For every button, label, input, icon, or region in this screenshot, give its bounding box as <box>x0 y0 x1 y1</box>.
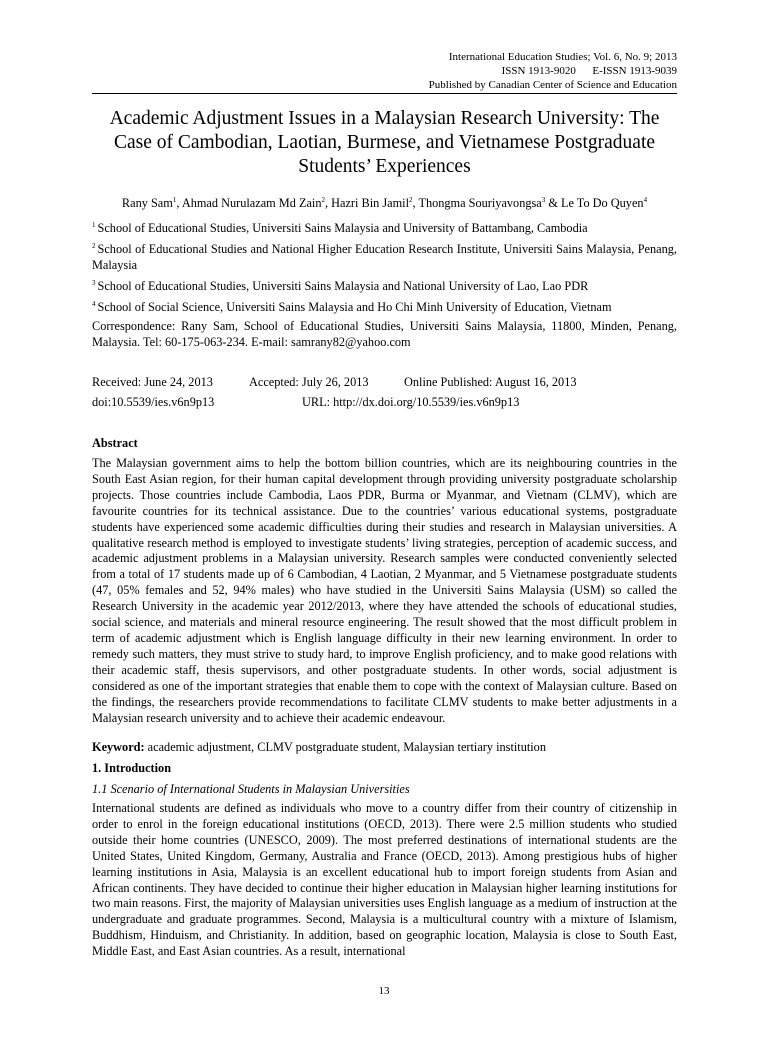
author: Thongma Souriyavongsa$^3$ <box>418 196 546 210</box>
journal-header <box>429 50 677 92</box>
abstract-text: The Malaysian government aims to help the bottom billion countries, which are its neighbouring countries in the South East Asian region, for their human capital development through providing university postgraduate scholarship projects. Those countries include Cambodia, Laos PDR, Burma or Myanmar, and Vietnam (CLMV), which are favourite countries for its technical assistance. Due to the countries’ various educational systems, postgraduate students have experienced some academic difficulties during their studies and research in Malaysian universities. A qualitative research method is employed to investigate students’ living strategies, perception of academic success, and academic adjustment problems in a Malaysian university. Research samples were conducted conveniently selected from a total of 17 students made up of 6 Cambodian, 4 Laotian, 2 Myanmar, and 5 Vietnamese postgraduate students (47, 05% females and 52, 94% males) who have studied in the Universiti Sains Malaysia (USM) so called the Research University in the academic year 2012/2013, where they have attended the schools of educational studies, social science, and materials and mineral resource engineering. The result showed that the most difficult problem in term of academic adjustment which is English language difficulty in their new learning environment. In order to remedy such matters, they must strive to study hard, to improve English proficiency, and to make good relations with their academic staff, thesis supervisors, and other postgraduate students. In other words, social adjustment is considered as one of the important strategies that enable them to cope with the context of Malaysian culture. Based on the findings, the researchers provide recommendations to facilitate CLMV students to make better adjustments in a Malaysian research university and to achieve their academic endeavour. <box>92 456 677 725</box>
author: Rany Sam$^1$ <box>121 196 177 210</box>
author: Le To Do Quyen$^4$ <box>560 196 648 210</box>
section-text: International students are defined as individuals who move to a country differ from their country of citizenship in order to enrol in the foreign educational institutions (OECD, 2013). There were 2.5 million students who studied outside their home countries (UNESCO, 2009). The most preferred destinations of international students are the United States, United Kingdom, Germany, Australia and France (OECD, 2013). Among prestigious hubs of higher learning institutions in Asia, Malaysia is an excellent educational hub to import foreign students from Asian and African continents. They have decided to continue their higher education in Malaysian higher learning institutions for two main reasons. First, the majority of Malaysian universities uses English language as a medium of instruction at the undergraduate and graduate programmes. Second, Malaysia is a multicultural country with a mixture of Islamism, Buddhism, Hinduism, and Christianity. In addition, based on geographic location, Malaysia is close to South East, Middle East, and East Asian countries. As a result, international <box>92 801 677 959</box>
doi-line <box>92 395 677 410</box>
affiliation: $^4$ School of Social Science, Universiti Sains Malaysia and Ho Chi Minh University of Education, Vietnam <box>92 300 612 314</box>
correspondence: Correspondence: Rany Sam, School of Educational Studies, Universiti Sains Malaysia, 11800, Minden, Penang, Malaysia. Tel: 60-175-063-234. E-mail: samrany82@yahoo.com <box>92 319 677 350</box>
section-heading: 1. Introduction <box>92 761 172 775</box>
author: Ahmad Nurulazam Md Zain$^2$ <box>181 196 325 210</box>
published-date: Online Published: August 16, 2013 <box>404 375 577 389</box>
publication-dates <box>92 375 677 390</box>
section-subheading: 1.1 Scenario of International Students in Malaysian Universities <box>92 782 410 796</box>
journal-publisher: Published by Canadian Center of Science and Education <box>428 79 677 91</box>
doi: doi:10.5539/ies.v6n9p13 <box>92 395 215 409</box>
journal-issn: ISSN 1913-9020 E-ISSN 1913-9039 <box>501 65 677 77</box>
affiliation: $^3$ School of Educational Studies, Universiti Sains Malaysia and National University of Lao, Lao PDR <box>92 279 589 293</box>
paper-title: Academic Adjustment Issues in a Malaysian Research University: The Case of Cambodian, Laotian, Burmese, and Vietnamese Postgraduate Students’ Experiences <box>109 108 660 177</box>
author-list: Rany Sam$^1$, Ahmad Nurulazam Md Zain$^2$, Hazri Bin Jamil$^2$, Thongma Souriyavongsa$^3$ & Le To Do Quyen$^4$ <box>121 196 648 210</box>
journal-volume: International Education Studies; Vol. 6, No. 9; 2013 <box>448 51 677 63</box>
affiliation: $^1$ School of Educational Studies, Universiti Sains Malaysia and University of Battambang, Cambodia <box>92 221 588 235</box>
header-rule <box>92 93 677 94</box>
abstract-heading: Abstract <box>92 436 138 450</box>
author: Hazri Bin Jamil$^2$ <box>331 196 413 210</box>
article-url[interactable]: URL: http://dx.doi.org/10.5539/ies.v6n9p13 <box>302 395 520 409</box>
affiliation: $^2$ School of Educational Studies and National Higher Education Research Institute, Universiti Sains Malaysia, Penang, Malaysia <box>92 242 677 273</box>
keywords: Keyword: academic adjustment, CLMV postgraduate student, Malaysian tertiary institution <box>92 740 546 754</box>
page-number: 13 <box>378 985 390 997</box>
accepted-date: Accepted: July 26, 2013 <box>249 375 369 389</box>
received-date: Received: June 24, 2013 <box>92 375 213 389</box>
